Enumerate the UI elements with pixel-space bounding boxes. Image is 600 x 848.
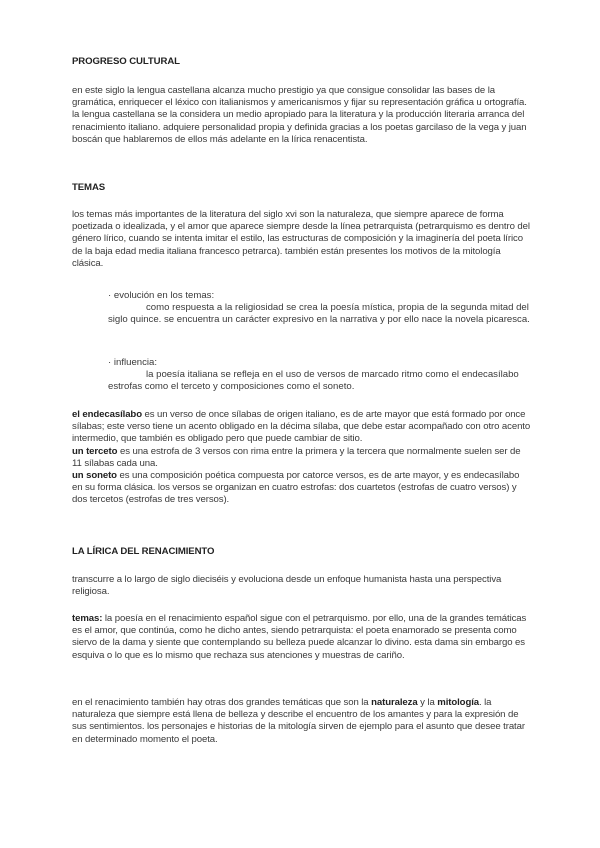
term-mitologia: mitología bbox=[437, 697, 480, 708]
definition-endecasilabo bbox=[72, 409, 532, 446]
definition-text: es una estrofa de 3 versos con rima entre la primera y la tercera que normalmente suelen ser de 11 sílabas cada una. bbox=[72, 445, 521, 469]
bullet-influencia-body bbox=[108, 369, 532, 393]
text-segment: y la bbox=[417, 697, 438, 708]
heading-temas: TEMAS bbox=[72, 182, 106, 193]
bullet-evolucion-label: · evolución en los temas: bbox=[108, 290, 215, 301]
bullet-evolucion-body bbox=[108, 302, 532, 326]
bullet-influencia-label: · influencia: bbox=[108, 357, 158, 368]
term: un terceto bbox=[72, 445, 118, 457]
heading-lirica-renacimiento: LA LÍRICA DEL RENACIMIENTO bbox=[72, 546, 215, 557]
paragraph-progreso-cultural bbox=[72, 85, 532, 146]
definition-soneto bbox=[72, 470, 532, 507]
paragraph-text: transcurre a lo largo de siglo dieciséis y evoluciona desde un enfoque humanista hasta una perspectiva religiosa. bbox=[72, 574, 502, 598]
heading-progreso-cultural: PROGRESO CULTURAL bbox=[72, 56, 180, 67]
paragraph-text: en este siglo la lengua castellana alcanza mucho prestigio ya que consigue consolidar las bases de la gramática, enriquecer el léxico con italianismos y americanismos y fijar su representación gráfica u ortografía. la lengua castellana se la considera un medio apropiado para la literatura y la producción literaria arranca del renacimiento italiano. adquiere personalidad propia y definida gracias a los poetas garcilaso de la vega y juan boscán que hablaremos de ellos más adelante en la lírica renacentista. bbox=[72, 85, 527, 145]
text-segment: . la naturaleza que siempre está llena de belleza y describe el encuentro de los amantes y para la expresión de sus sentimientos. los personajes e historias de la mitología sirven de ejemplo para el asunto que desee tratar en determinado momento el poeta. bbox=[72, 697, 525, 745]
definition-terceto bbox=[72, 446, 532, 470]
paragraph-text bbox=[72, 697, 532, 746]
paragraph-temas bbox=[72, 209, 532, 270]
bullet-text: la poesía italiana se refleja en el uso de versos de marcado ritmo como el endecasílabo estrofas como el terceto y composiciones como el soneto. bbox=[108, 369, 519, 393]
term: el endecasílabo bbox=[72, 409, 142, 420]
definitions-block bbox=[72, 409, 532, 507]
text-segment: en el renacimiento también hay otras dos grandes temáticas que son la bbox=[72, 697, 372, 708]
term-naturaleza: naturaleza bbox=[371, 697, 418, 708]
definition-text: es una composición poética compuesta por catorce versos, es de arte mayor, y es endecasílabo en su forma clásica. los versos se organizan en cuatro estrofas: dos cuartetos (estrofas de cuatro versos) y dos tercetos (estrofas de tres versos). bbox=[72, 470, 520, 506]
temas-label: temas: bbox=[72, 613, 103, 624]
paragraph-text bbox=[72, 613, 532, 662]
definition-text: es un verso de once sílabas de origen italiano, es de arte mayor que está formado por once sílabas; este verso tiene un acento obligado en la décima sílaba, que debe estar acompañado con otro acento intermedio, que también es obligado pero que puede cambiar de sitio. bbox=[72, 409, 531, 445]
term: un soneto bbox=[72, 470, 117, 482]
bullet-text: como respuesta a la religiosidad se crea la poesía mística, propia de la segunda mitad del siglo quince. se encuentra un carácter expresivo en la narrativa y por ello nace la novela picaresca. bbox=[108, 302, 530, 326]
paragraph-lirica-intro bbox=[72, 574, 532, 598]
paragraph-temas-renacimiento bbox=[72, 613, 532, 662]
temas-text: la poesía en el renacimiento español sigue con el petrarquismo. por ello, una de la grandes temáticas es el amor, que continúa, como he dicho antes, siendo petrarquista: el poeta enamorado se presenta como siervo de la dama y siente que contemplando su belleza puede alcanzar lo divino. esta dama sin embargo es esquiva o lo que es lo mismo que rechaza sus atenciones y muestras de cariño. bbox=[72, 613, 527, 661]
paragraph-naturaleza-mitologia bbox=[72, 697, 532, 746]
paragraph-text: los temas más importantes de la literatura del siglo xvi son la naturaleza, que siempre aparece de forma poetizada o idealizada, y el amor que aparece siempre desde la línea petrarquista (petrarquismo es dentro del género lírico, cuando se intenta imitar el estilo, las estructuras de composición y la imaginería del poeta lírico de la baja edad media italiana francesco petrarca). también están presentes los motivos de la mitología clásica. bbox=[72, 209, 530, 269]
